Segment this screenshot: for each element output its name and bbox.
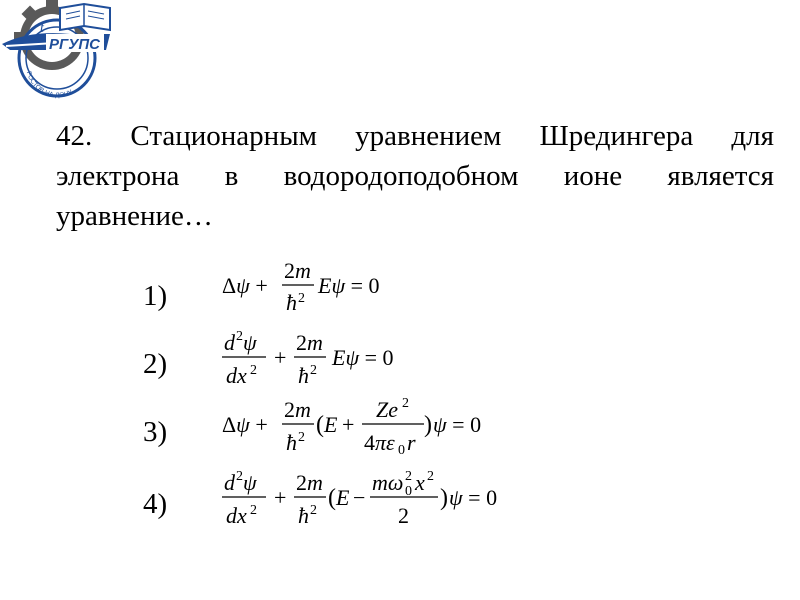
svg-text:2: 2 xyxy=(398,503,409,528)
svg-text:d: d xyxy=(224,330,235,355)
svg-text:t: t xyxy=(40,21,44,36)
answer-1-number: 1) xyxy=(143,280,168,312)
svg-text:2: 2 xyxy=(310,503,317,518)
svg-text:+: + xyxy=(342,412,355,437)
logo-ring-text: РОСТОВ-НА-ДОНУ xyxy=(24,70,74,100)
svg-text:): ) xyxy=(440,485,448,511)
svg-text:0: 0 xyxy=(405,484,412,499)
svg-text:2: 2 xyxy=(250,363,257,378)
answer-4-number: 4) xyxy=(143,488,168,520)
svg-text:(: ( xyxy=(328,485,336,511)
svg-text:2: 2 xyxy=(402,396,409,411)
svg-text:Eψ = 0: Eψ = 0 xyxy=(332,345,394,370)
svg-text:2m: 2m xyxy=(284,397,311,422)
svg-text:dx: dx xyxy=(226,503,247,528)
svg-text:2: 2 xyxy=(236,469,243,484)
answer-4-formula xyxy=(222,468,522,532)
svg-text:ħ: ħ xyxy=(298,363,309,388)
svg-text:x: x xyxy=(415,470,425,495)
svg-text:+: + xyxy=(274,345,287,370)
answer-2-number: 2) xyxy=(143,348,168,380)
svg-text:2: 2 xyxy=(298,291,305,306)
svg-text:(: ( xyxy=(316,412,324,438)
svg-text:+: + xyxy=(274,485,287,510)
svg-text:2: 2 xyxy=(405,469,412,484)
svg-text:2m: 2m xyxy=(296,470,323,495)
svg-text:4πε: 4πε xyxy=(364,430,395,455)
svg-text:2m: 2m xyxy=(284,258,311,283)
question-text: 42. Стационарным уравнением Шредингера для электрона в водородоподобном ионе является уравнение… xyxy=(56,120,774,232)
svg-text:ħ: ħ xyxy=(298,503,309,528)
svg-text:2: 2 xyxy=(298,430,305,445)
svg-text:ψ = 0: ψ = 0 xyxy=(449,485,498,510)
answer-3-number: 3) xyxy=(143,416,168,448)
svg-text:Δψ +: Δψ + xyxy=(222,273,268,298)
svg-text:ψ: ψ xyxy=(243,470,257,495)
answer-1-formula xyxy=(222,258,422,320)
svg-text:2m: 2m xyxy=(296,330,323,355)
svg-text:E: E xyxy=(336,485,350,510)
svg-text:ψ: ψ xyxy=(243,330,257,355)
svg-text:E: E xyxy=(324,412,338,437)
svg-text:dx: dx xyxy=(226,363,247,388)
svg-text:2: 2 xyxy=(310,363,317,378)
svg-text:Ze: Ze xyxy=(376,397,398,422)
svg-text:2: 2 xyxy=(236,329,243,344)
svg-text:Δψ +: Δψ + xyxy=(222,412,268,437)
svg-text:mω: mω xyxy=(372,470,404,495)
svg-text:2: 2 xyxy=(427,469,434,484)
svg-text:ħ: ħ xyxy=(286,290,297,315)
svg-text:ħ: ħ xyxy=(286,430,297,455)
answer-2-formula xyxy=(222,328,442,390)
svg-text:Eψ = 0: Eψ = 0 xyxy=(318,273,380,298)
svg-text:0: 0 xyxy=(398,443,405,458)
logo-title: РГУПС xyxy=(49,36,100,53)
svg-text:r: r xyxy=(407,430,416,455)
svg-text:): ) xyxy=(424,412,432,438)
svg-text:2: 2 xyxy=(250,503,257,518)
svg-text:ψ = 0: ψ = 0 xyxy=(433,412,482,437)
svg-text:−: − xyxy=(353,485,366,510)
svg-text:d: d xyxy=(224,470,235,495)
answer-3-formula xyxy=(222,394,502,458)
